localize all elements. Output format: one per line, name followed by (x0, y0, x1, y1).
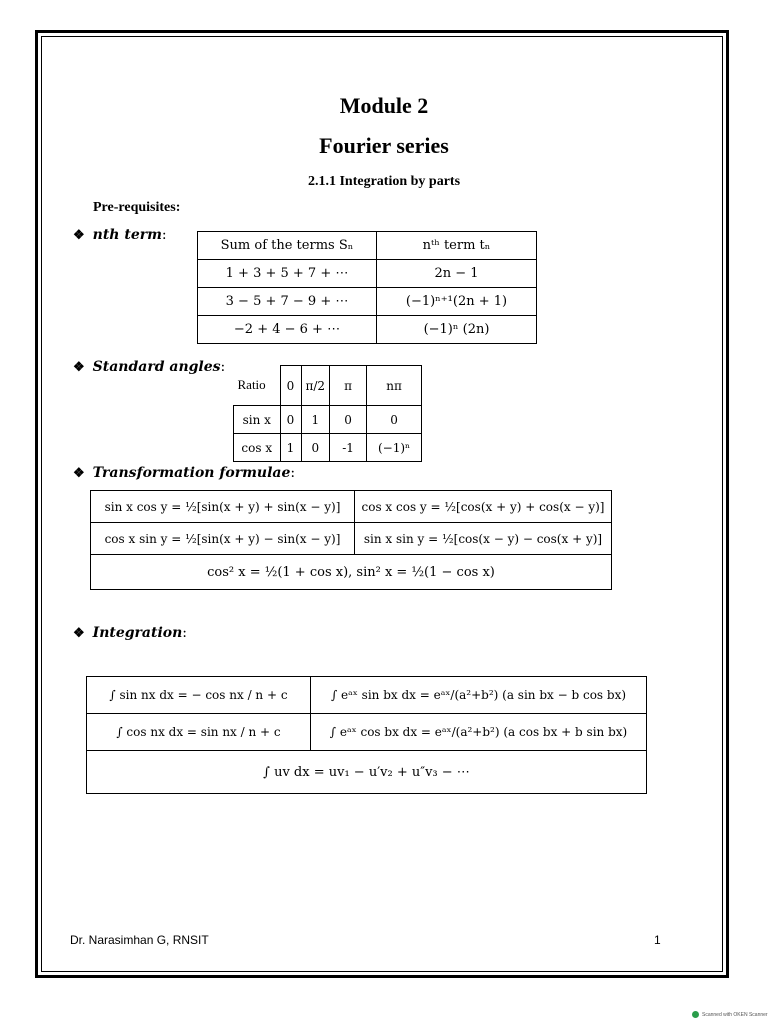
bullet-standard-angles: ❖ Standard angles: (73, 359, 226, 375)
table-row (234, 434, 422, 462)
diamond-bullet-icon: ❖ (73, 466, 85, 481)
table-cell: sin x sin y = ½[cos(x − y) − cos(x + y)] (355, 523, 612, 555)
table-cell: ∫ cos nx dx = sin nx / n + c (87, 714, 311, 751)
table-cell: 2n − 1 (377, 260, 537, 288)
diamond-bullet-icon: ❖ (73, 626, 85, 641)
table-row (234, 406, 422, 434)
table-row (91, 523, 612, 555)
prereq-label: Pre-requisites: (93, 200, 181, 215)
bullet-integration: ❖ Integration: (73, 625, 188, 641)
table-row (91, 555, 612, 590)
table-cell: 0 (367, 406, 422, 434)
table-row (234, 366, 422, 406)
table-row (87, 714, 647, 751)
table-header: π (330, 366, 367, 406)
table-cell: 1 + 3 + 5 + 7 + ⋯ (198, 260, 377, 288)
diamond-bullet-icon: ❖ (73, 360, 85, 375)
table-cell: ∫ sin nx dx = − cos nx / n + c (87, 677, 311, 714)
table-cell: -1 (330, 434, 367, 462)
table-cell: 0 (301, 434, 330, 462)
table-header: 0 (280, 366, 301, 406)
transformation-table (90, 490, 612, 590)
section-heading: 2.1.1 Integration by parts (307, 174, 461, 189)
table-cell: sin x (234, 406, 281, 434)
table-cell: 3 − 5 + 7 − 9 + ⋯ (198, 288, 377, 316)
table-cell: (−1)ⁿ⁺¹(2n + 1) (377, 288, 537, 316)
scanner-logo-icon (692, 1011, 699, 1018)
table-cell: ∫ eᵃˣ sin bx dx = eᵃˣ/(a²+b²) (a sin bx − b cos bx) (311, 677, 647, 714)
bullet-transformation: ❖ Transformation formulae: (73, 465, 296, 481)
table-cell: cos x (234, 434, 281, 462)
footer-page-number: 1 (654, 933, 661, 947)
table-header: nᵗʰ term tₙ (377, 232, 537, 260)
standard-angles-table (233, 365, 422, 462)
diamond-bullet-icon: ❖ (73, 228, 85, 243)
table-cell: 0 (280, 406, 301, 434)
table-row (91, 491, 612, 523)
table-cell: 1 (301, 406, 330, 434)
table-row (87, 677, 647, 714)
table-cell: sin x cos y = ½[sin(x + y) + sin(x − y)] (91, 491, 355, 523)
table-cell: cos x cos y = ½[cos(x + y) + cos(x − y)] (355, 491, 612, 523)
table-row (198, 288, 537, 316)
nth-term-table (197, 231, 537, 344)
table-row (87, 751, 647, 794)
table-cell: ∫ eᵃˣ cos bx dx = eᵃˣ/(a²+b²) (a cos bx + b sin bx) (311, 714, 647, 751)
table-cell: (−1)ⁿ (367, 434, 422, 462)
table-header: nπ (367, 366, 422, 406)
table-header: Sum of the terms Sₙ (198, 232, 377, 260)
table-row (198, 316, 537, 344)
table-cell: ∫ uv dx = uv₁ − u′v₂ + u″v₃ − ⋯ (87, 751, 647, 794)
footer-author: Dr. Narasimhan G, RNSIT (70, 933, 209, 947)
bullet-nth-term: ❖ nth term: (73, 227, 167, 243)
page-title: Module 2 (339, 93, 429, 118)
table-cell: −2 + 4 − 6 + ⋯ (198, 316, 377, 344)
table-header: π/2 (301, 366, 330, 406)
table-row (198, 232, 537, 260)
integration-table (86, 676, 647, 794)
table-cell: cos² x = ½(1 + cos x), sin² x = ½(1 − cos x) (91, 555, 612, 590)
scanner-watermark: Scanned with OKEN Scanner (692, 1011, 768, 1018)
table-cell: 0 (330, 406, 367, 434)
page-subtitle: Fourier series (319, 133, 449, 158)
table-row (198, 260, 537, 288)
table-cell: (−1)ⁿ (2n) (377, 316, 537, 344)
table-cell: 1 (280, 434, 301, 462)
table-header: Ratio (234, 366, 281, 406)
table-cell: cos x sin y = ½[sin(x + y) − sin(x − y)] (91, 523, 355, 555)
